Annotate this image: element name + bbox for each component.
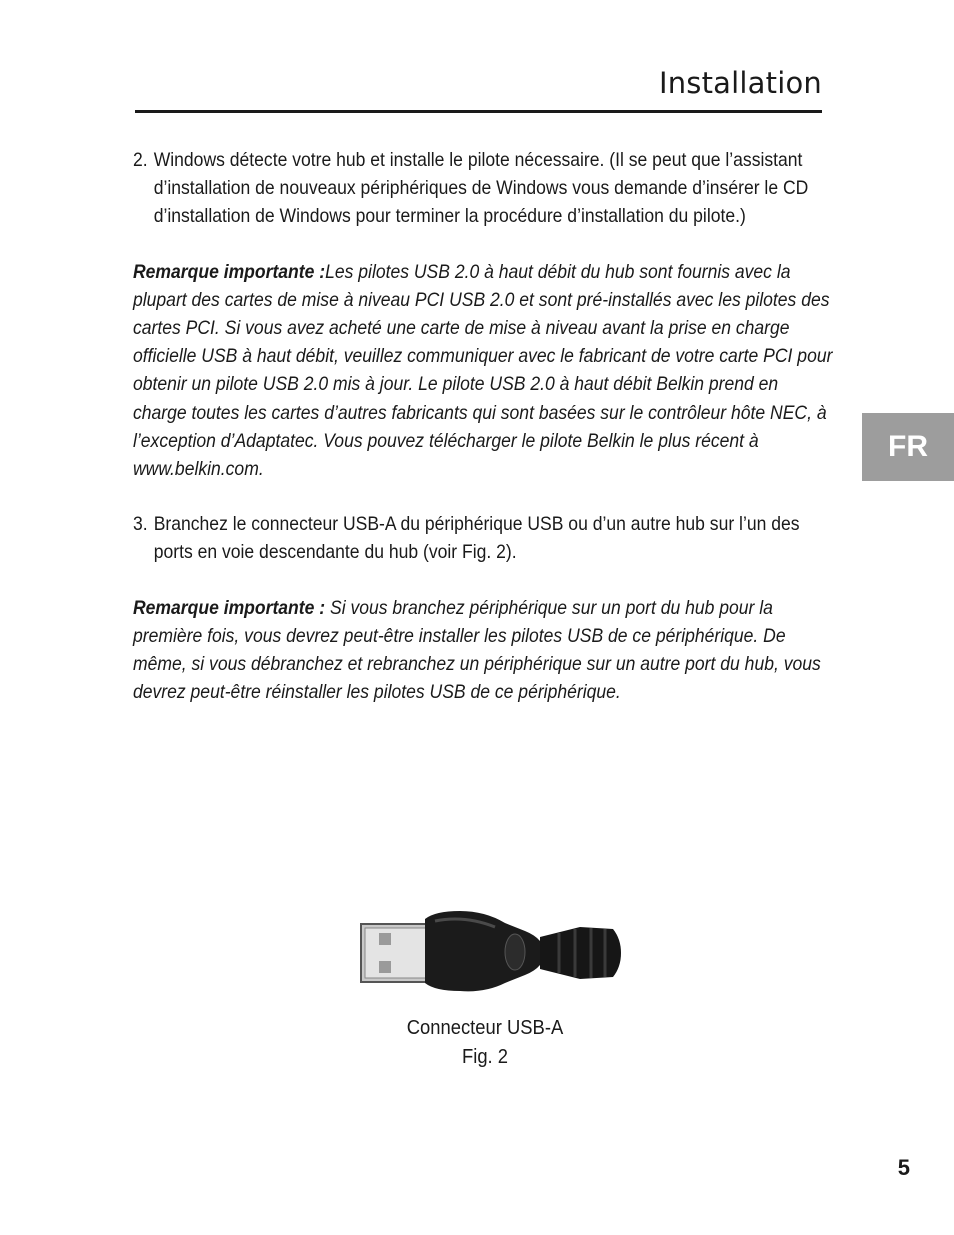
- important-note: [133, 594, 835, 707]
- important-note: [133, 258, 835, 484]
- note-lead: Remarque importante :: [133, 260, 326, 283]
- figure-label: Fig. 2: [461, 1046, 509, 1068]
- step-2: [133, 146, 835, 231]
- step-text: Branchez le connecteur USB-A du périphérique USB ou d’un autre hub sur l’un des ports en voie descendante du hub (voir Fig. 2).: [153, 513, 800, 564]
- figure-caption: Connecteur USB-A: [406, 1017, 564, 1039]
- step-number: 2.: [133, 149, 148, 171]
- step-text: Windows détecte votre hub et installe le pilote nécessaire. (Il se peut que l’assistant d’installation de nouveaux périphériques de Windows vous demande d’insérer le CD d’installation de Windows pour terminer la procédure d’installation du pilote.): [153, 149, 809, 228]
- header-divider: [135, 110, 822, 113]
- note-lead: Remarque importante :: [133, 596, 326, 619]
- usb-a-connector-image: [355, 905, 625, 993]
- note-text: Si vous branchez périphérique sur un port du hub pour la première fois, vous devrez peut-être installer les pilotes USB de ce périphérique. De même, si vous débranchez et rebranchez un périphérique sur un autre port du hub, vous devrez peut-être réinstaller les pilotes USB de ce périphérique.: [133, 596, 821, 704]
- page-number: 5: [897, 1155, 910, 1180]
- step-number: 3.: [133, 513, 148, 536]
- note-text: Les pilotes USB 2.0 à haut débit du hub sont fournis avec la plupart des cartes de mise à niveau PCI USB 2.0 et sont pré-installés avec les pilotes des cartes PCI. Si vous avez acheté une carte de mise à niveau avant la prise en charge officielle USB à haut débit, veuillez communiquer avec le fabricant de votre carte PCI pour obtenir un pilote USB 2.0 mis à jour. Le pilote USB 2.0 à haut débit Belkin prend en charge toutes les cartes d’autres fabricants qui sont basées sur le contrôleur hôte NEC, à l’exception d’Adaptatec. Vous pouvez télécharger le pilote Belkin le plus récent à www.belkin.com.: [133, 260, 833, 481]
- language-tab: FR: [862, 413, 954, 481]
- page-title: Installation: [658, 66, 822, 100]
- page-content: [133, 146, 835, 733]
- step-3: [133, 510, 835, 566]
